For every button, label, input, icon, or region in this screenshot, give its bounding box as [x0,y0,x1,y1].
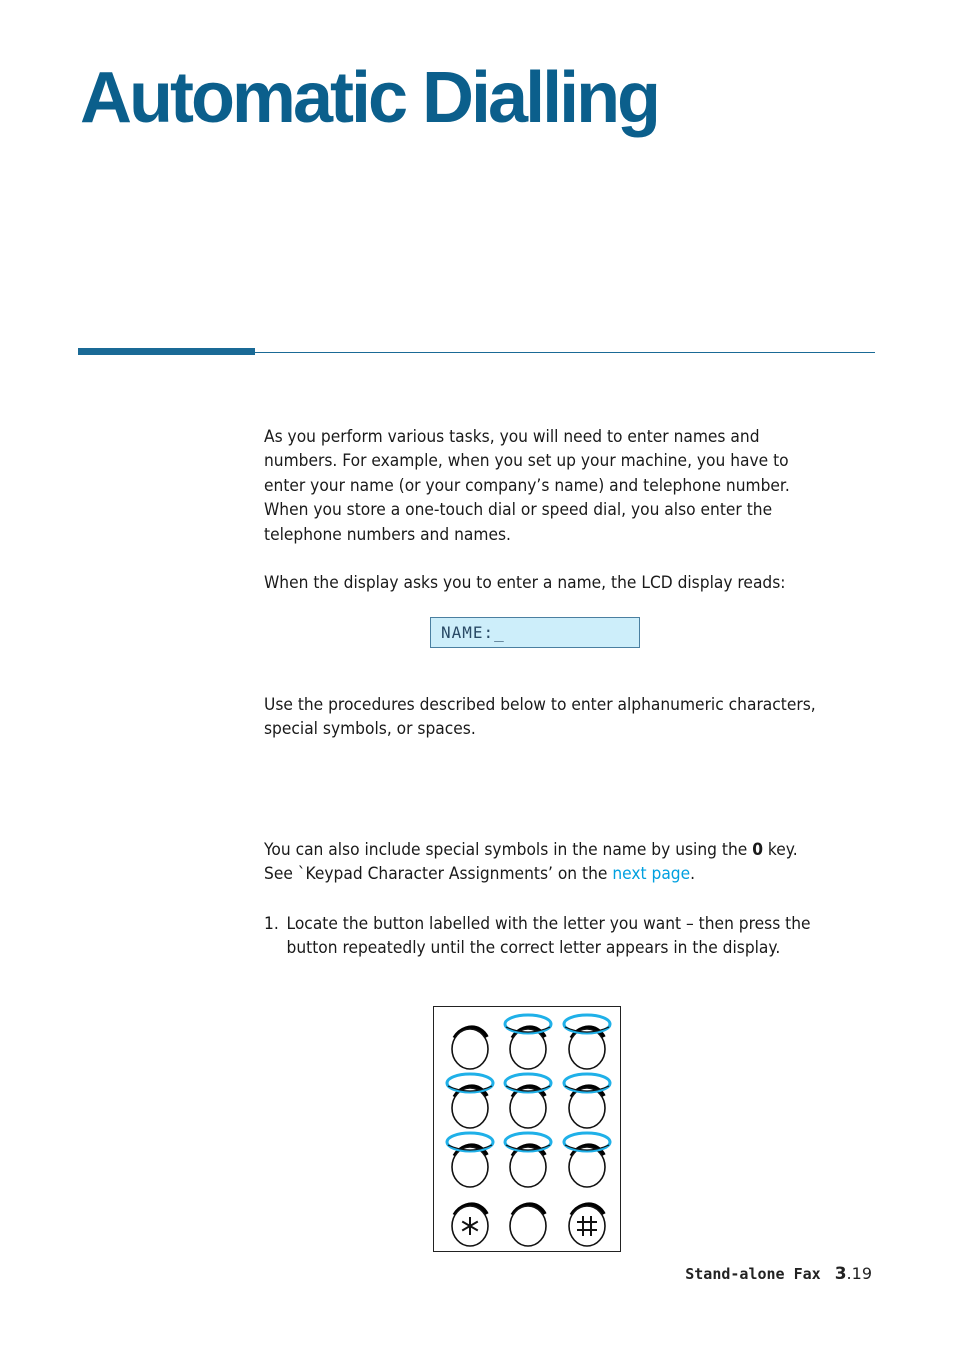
symbols-text: You can also include special symbols in the name by using the [264,840,753,860]
zero-key-label: 0 [752,840,763,860]
footer-chapter: 3 [834,1264,847,1284]
key-hash [561,1198,612,1251]
lcd-display [430,617,640,648]
key-5 [502,1074,553,1132]
key-1 [444,1021,495,1074]
see-text: See `Keypad Character Assignments’ on the [264,864,613,885]
next-page-link[interactable]: next page [612,864,691,885]
key-star [444,1198,495,1251]
symbols-paragraph [264,838,804,887]
display-prompt-text: When the display asks you to enter a name, the LCD display reads: [264,573,786,593]
page-title: Automatic Dialling [80,58,659,138]
key-4 [444,1074,495,1132]
page-footer [685,1264,872,1284]
section-rule-accent [78,348,255,355]
key-7 [444,1133,495,1191]
symbols-text-end: key. [762,840,798,860]
footer-page-number: .19 [846,1264,872,1283]
key-0 [502,1198,553,1251]
symbols-line [264,838,858,862]
key-6 [561,1074,612,1132]
keypad-illustration [433,1006,621,1252]
lcd-text: NAME:_ [441,623,505,642]
step-1-text: Locate the button labelled with the letter you want – then press the button repeatedly until the correct letter appears in the display. [286,914,811,959]
keypad-svg [434,1007,620,1251]
see-text-end: . [690,864,696,885]
section-rule-line [255,352,875,353]
key-2 [502,1015,553,1073]
key-9 [561,1133,612,1191]
intro-paragraph: As you perform various tasks, you will need to enter names and numbers. For example, when you set up your machine, you have to enter your name (or your company’s name) and telephone number. When you store a one-touch dial or speed dial, you also enter the telephone numbers and names. [264,427,790,545]
step-1-item [264,912,858,961]
step-1 [264,912,811,961]
step-1-number: 1. [264,914,279,934]
footer-section: Stand-alone Fax [685,1265,821,1283]
procedures-text: Use the procedures described below to enter alphanumeric characters, special symbols, or spaces. [264,695,816,740]
display-prompt-paragraph [264,571,804,595]
procedures-paragraph [264,693,816,742]
key-8 [502,1133,553,1191]
key-3 [561,1015,612,1073]
see-line [264,862,858,886]
